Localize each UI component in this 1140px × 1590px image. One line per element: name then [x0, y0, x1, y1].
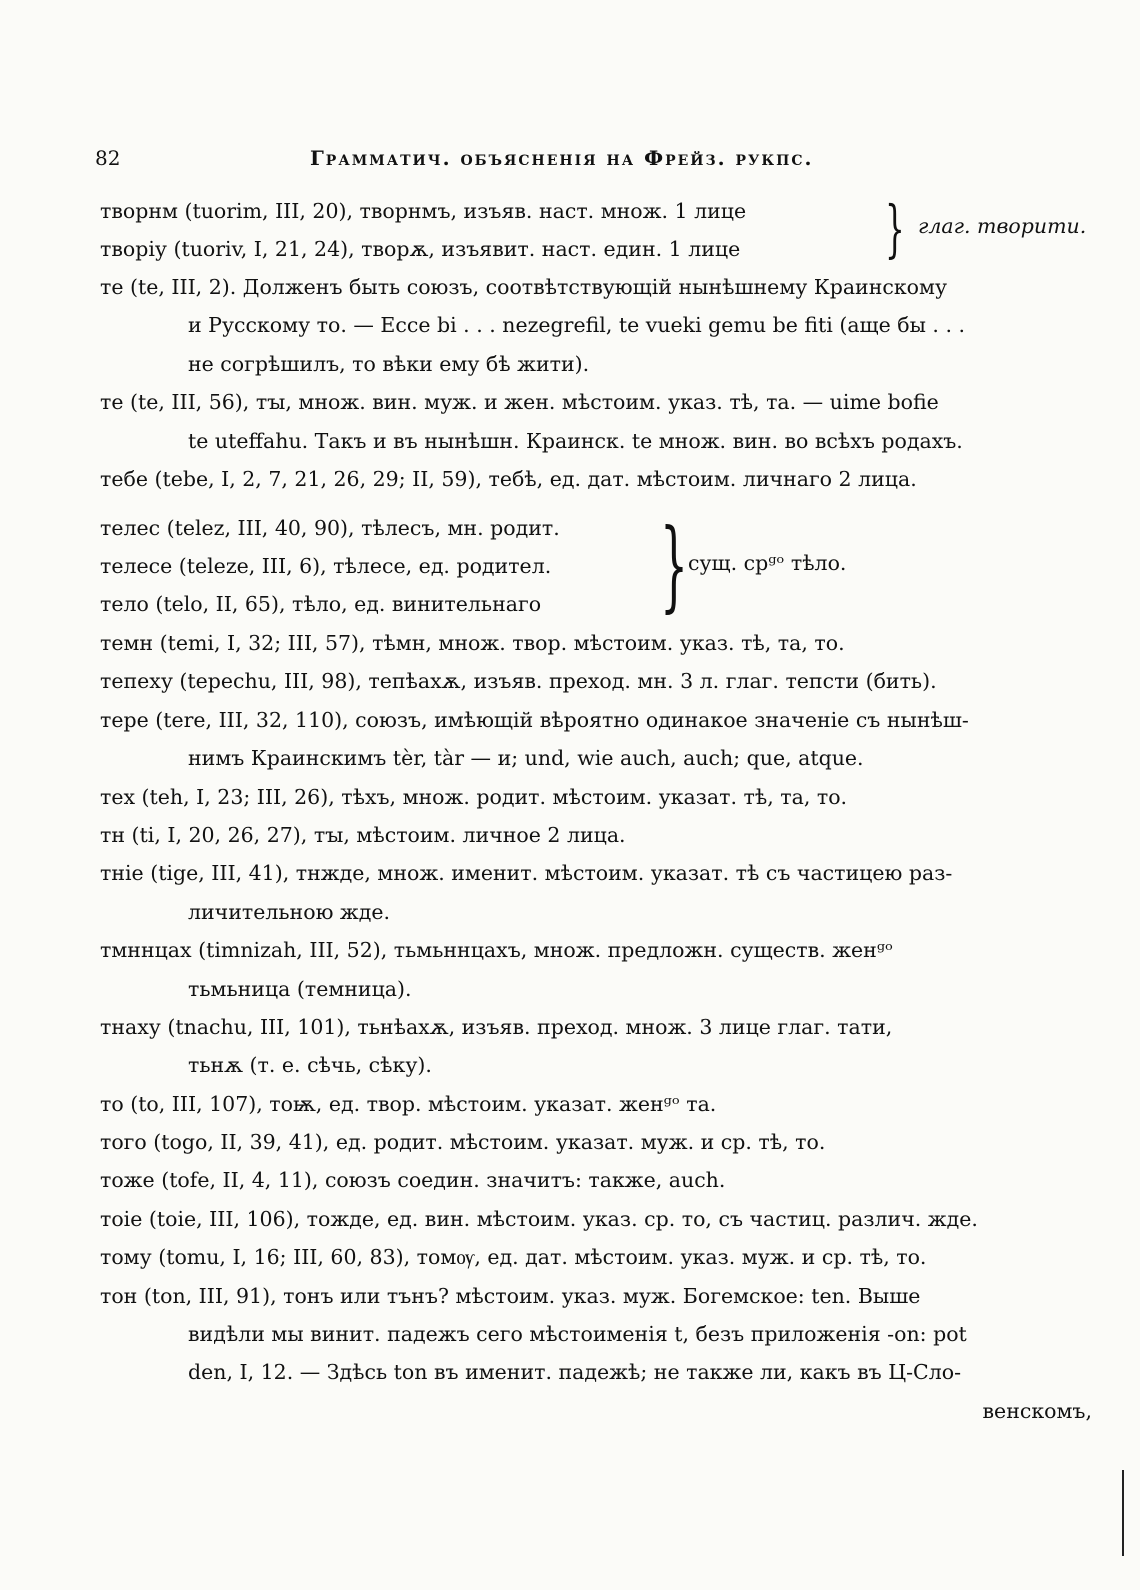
entry-line: личительною жде.	[188, 899, 391, 924]
entry-line: te uteffahu. Такъ и въ нынѣшн. Краинск. te множ. вин. во всѣхъ родахъ.	[188, 428, 963, 453]
entry-line: телес (telez, III, 40, 90), тѣлесъ, мн. родит.	[100, 516, 560, 540]
entry-line: тніе (tige, III, 41), тнжде, множ. именит. мѣстоим. указат. тѣ съ частицею раз-	[100, 861, 953, 886]
entry-line: те (te, III, 56), тꙑ, множ. вин. муж. и жен. мѣстоим. указ. тѣ, та. — uime bofie	[100, 390, 939, 415]
entry-line: и Русскому то. — Ecce bi . . . nezegrefil, te vueki gemu be fiti (аще бы . . .	[188, 313, 966, 338]
entry-line: темн (temi, I, 32; III, 57), тѣмн, множ. твор. мѣстоим. указ. тѣ, та, то.	[100, 631, 845, 655]
entry-line: телесе (teleze, III, 6), тѣлесе, ед. родител.	[100, 554, 552, 578]
entry-line: тон (ton, III, 91), тонъ или тънъ? мѣстоим. указ. муж. Богемское: ten. Выше	[100, 1283, 921, 1308]
entries-block-a	[100, 268, 1092, 498]
entry-line: не согрѣшилъ, то вѣки ему бѣ жити).	[188, 351, 590, 376]
group-note: сущ. срᵍᵒ тѣло.	[688, 551, 847, 575]
entry-line: тоіе (toie, III, 106), тожде, ед. вин. мѣстоим. указ. ср. то, съ частиц. различ. жде.	[100, 1206, 978, 1231]
entries-block-b	[100, 624, 1092, 1430]
entry-line: тнаху (tnachu, III, 101), тьнѣахѫ, изъяв. преход. множ. 3 лице глаг. тати,	[100, 1014, 893, 1039]
brace: }	[660, 509, 689, 623]
brace: }	[885, 192, 905, 265]
group-note: глаг. творити.	[918, 214, 1087, 238]
header-title: Грамматич. объясненія на Фрейз. рукпс.	[310, 146, 814, 170]
running-header	[95, 146, 1090, 176]
entry-group-tvoriti	[100, 192, 1092, 270]
page-edge-mark	[1122, 1470, 1124, 1556]
entry-line: тн (ti, I, 20, 26, 27), тꙑ, мѣстоим. личное 2 лица.	[100, 822, 626, 847]
entry-line: тепеху (tepechu, III, 98), тепѣахѫ, изъяв. преход. мн. 3 л. глаг. тепсти (бить).	[100, 669, 937, 694]
entry-line: тмннцах (timnizah, III, 52), тьмьннцахъ, множ. предложн. существ. женᵍᵒ	[100, 938, 893, 963]
entry-line: den, I, 12. — Здѣсь ton въ именит. падежѣ; не также ли, какъ въ Ц-Сло-	[188, 1360, 961, 1385]
entry-line: тому (tomu, I, 16; III, 60, 83), томѹ, ед. дат. мѣстоим. указ. муж. и ср. тѣ, то.	[100, 1245, 927, 1270]
entry-line: венскомъ,	[982, 1398, 1092, 1423]
entry-line: нимъ Краинскимъ tèr, tàr — и; und, wie auch, auch; que, atque.	[188, 746, 864, 771]
entry-line: тере (tere, III, 32, 110), союзъ, имѣющій вѣроятно одинакое значеніе съ нынѣш-	[100, 707, 969, 732]
entry-line: тоже (tofe, II, 4, 11), союзъ соедин. значитъ: также, auch.	[100, 1168, 726, 1193]
entry-line: тех (teh, I, 23; III, 26), тѣхъ, множ. родит. мѣстоим. указат. тѣ, та, то.	[100, 784, 848, 809]
entry-line: видѣли мы винит. падежъ сего мѣстоименія t, безъ приложенія -on: pot	[188, 1322, 967, 1347]
entry-line: те (te, III, 2). Долженъ быть союзъ, соотвѣтствующій нынѣшнему Краинскому	[100, 275, 948, 299]
entry-line: тьнѫ (т. е. сѣчь, сѣку).	[188, 1053, 432, 1078]
entry-line: творіу (tuoriv, I, 21, 24), творѫ, изъявит. наст. един. 1 лице	[100, 237, 741, 261]
page-number: 82	[95, 146, 121, 170]
entry-line: творнм (tuorim, III, 20), творнмъ, изъяв. наст. множ. 1 лице	[100, 199, 747, 223]
entry-line: то (to, III, 107), тоѭ, ед. твор. мѣстоим. указат. женᵍᵒ та.	[100, 1091, 717, 1116]
entry-line: тебе (tebe, I, 2, 7, 21, 26, 29; II, 59), тебѣ, ед. дат. мѣстоим. личнаго 2 лица.	[100, 466, 917, 491]
entry-line: того (togo, II, 39, 41), ед. родит. мѣстоим. указат. муж. и ср. тѣ, то.	[100, 1130, 826, 1155]
entry-group-telo	[100, 509, 1092, 625]
entry-line: тело (telo, II, 65), тѣло, ед. винительнаго	[100, 592, 542, 616]
entry-line: тьмьница (темница).	[188, 976, 412, 1001]
